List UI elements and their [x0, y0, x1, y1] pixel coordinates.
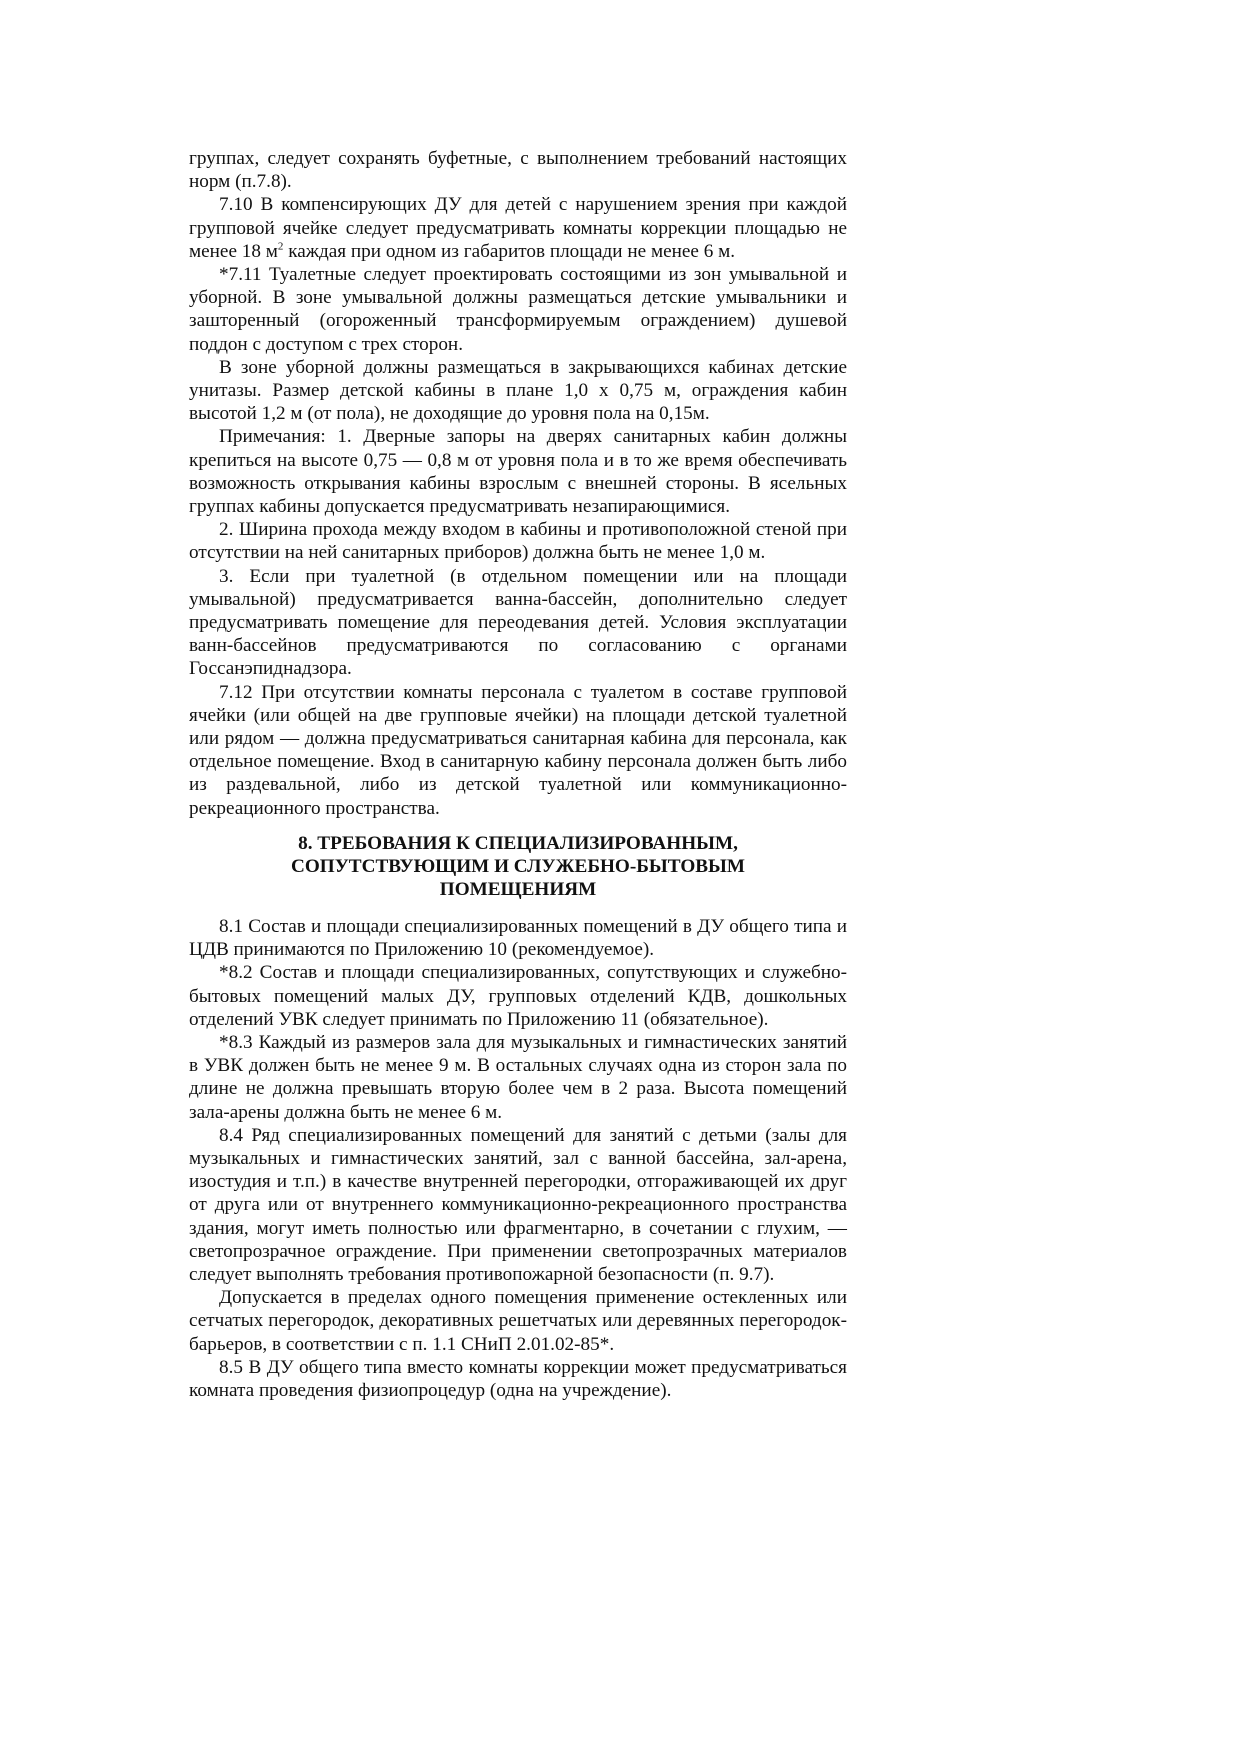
- paragraph-7-11-b: В зоне уборной должны размещаться в закрывающихся кабинах детские унитазы. Размер детской кабины в плане 1,0 х 0,75 м, ограждения кабин высотой 1,2 м (от пола), не доходящие до уровня пола на 0,15м.: [189, 356, 847, 425]
- paragraph-7-12: 7.12 При отсутствии комнаты персонала с туалетом в составе групповой ячейки (или общей на две групповые ячейки) на площади детской туалетной или рядом — должна предусматриваться санитарная кабина для персонала, как отдельное помещение. Вход в санитарную кабину персонала должен быть либо из раздевальной, либо из детской туалетной или коммуникационно-рекреационного пространства.: [189, 681, 847, 819]
- paragraph-7-10-tail: каждая при одном из габаритов площади не менее 6 м.: [283, 240, 736, 262]
- paragraph-8-4-b: Допускается в пределах одного помещения применение остекленных или сетчатых перегородок, декоративных решетчатых или деревянных перегородок-барьеров, в соответствии с п. 1.1 СНиП 2.01.02-85*.: [189, 1287, 847, 1355]
- section-heading-line-3: ПОМЕЩЕНИЯМ: [439, 878, 597, 900]
- paragraph-8-2: *8.2 Состав и площади специализированных, сопутствующих и служебно-бытовых помещений малых ДУ, групповых отделений КДВ, дошкольных отделений УВК следует принимать по Приложению 11 (обязательное).: [189, 962, 847, 1030]
- paragraph-7-10: [189, 193, 847, 263]
- note-1: Примечания: 1. Дверные запоры на дверях санитарных кабин должны крепиться на высоте 0,75 — 0,8 м от уровня пола и в то же время обеспечивать возможность открывания кабины взрослым с внешней стороны. В ясельных группах кабины допускается предусматривать незапирающимися.: [189, 426, 847, 518]
- section-heading-line-1: 8. ТРЕБОВАНИЯ К СПЕЦИАЛИЗИРОВАННЫМ,: [298, 832, 738, 854]
- document-page: [189, 147, 847, 1402]
- paragraph-7-11: *7.11 Туалетные следует проектировать состоящими из зон умывальной и уборной. В зоне умывальной должны размещаться детские умывальники и зашторенный (огороженный трансформируемым ограждением) душевой поддон с доступом с трех сторон.: [189, 264, 847, 355]
- paragraph-7-10-text: 7.10 В компенсирующих ДУ для детей с нарушением зрения при каждой групповой ячейке следует предусматривать комнаты коррекции площадью не менее 18 м: [189, 194, 847, 262]
- paragraph-8-3: *8.3 Каждый из размеров зала для музыкальных и гимнастических занятий в УВК должен быть не менее 9 м. В остальных случаях одна из сторон зала по длине не должна превышать вторую более чем в 2 раза. Высота помещений зала-арены должна быть не менее 6 м.: [189, 1031, 847, 1123]
- superscript-2: 2: [277, 240, 284, 253]
- section-heading: [189, 832, 847, 901]
- paragraph-8-1: 8.1 Состав и площади специализированных помещений в ДУ общего типа и ЦДВ принимаются по Приложению 10 (рекомендуемое).: [189, 915, 847, 961]
- note-2: 2. Ширина прохода между входом в кабины и противоположной стеной при отсутствии на ней санитарных приборов) должна быть не менее 1,0 м.: [189, 519, 847, 564]
- paragraph-8-4: 8.4 Ряд специализированных помещений для занятий с детьми (залы для музыкальных и гимнастических занятий, зал с ванной бассейна, зал-арена, изостудия и т.п.) в качестве внутренней перегородки, отгораживающей их друг от друга или от внутреннего коммуникационно-рекреационного пространства здания, могут иметь полностью или фрагментарно, в сочетании с глухим, — светопрозрачное ограждение. При применении светопрозрачных материалов следует выполнять требования противопожарной безопасности (п. 9.7).: [189, 1124, 847, 1285]
- note-3: 3. Если при туалетной (в отдельном помещении или на площади умывальной) предусматривается ванна-бассейн, дополнительно следует предусматривать помещение для переодевания детей. Условия эксплуатации ванн-бассейнов предусматриваются по согласованию с органами Госсанэпиднадзора.: [189, 565, 847, 680]
- paragraph-8-5: 8.5 В ДУ общего типа вместо комнаты коррекции может предусматриваться комната проведения физиопроцедур (одна на учреждение).: [189, 1356, 847, 1401]
- paragraph-continuation: группах, следует сохранять буфетные, с выполнением требований настоящих норм (п.7.8).: [189, 148, 847, 193]
- section-heading-line-2: СОПУТСТВУЮЩИМ И СЛУЖЕБНО-БЫТОВЫМ: [291, 855, 745, 877]
